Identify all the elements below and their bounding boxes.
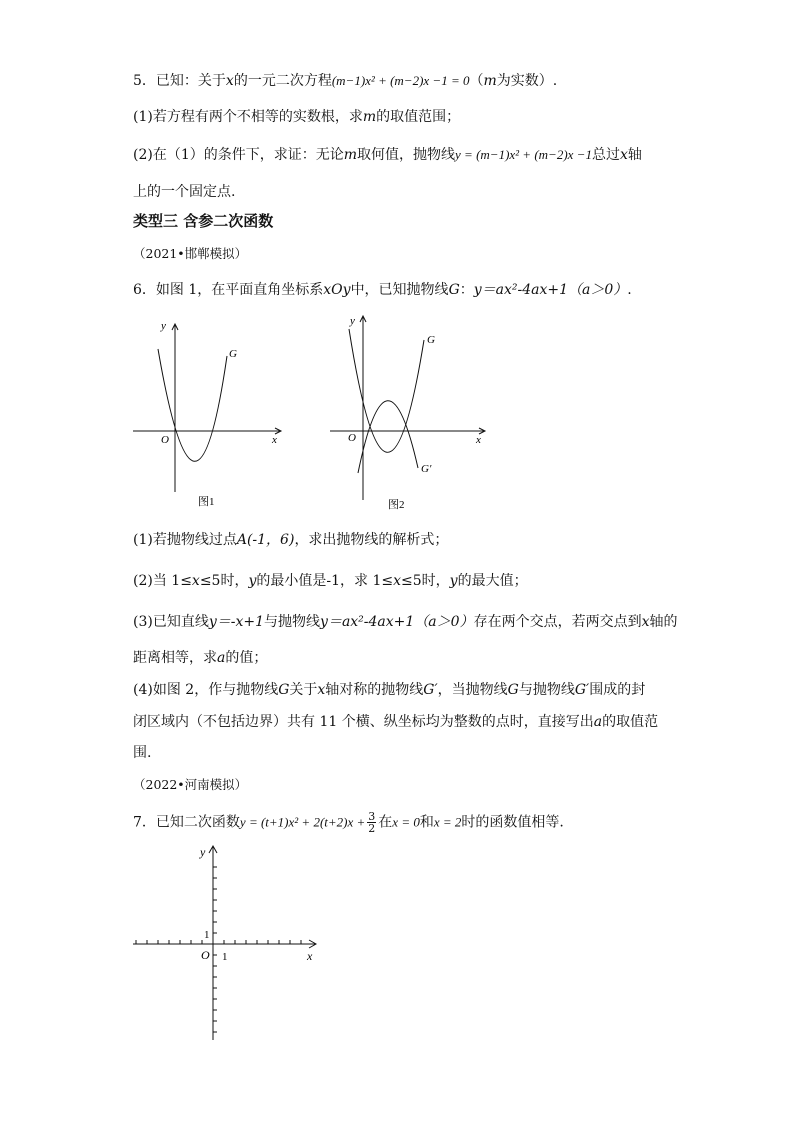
fig1-x-label: x <box>272 434 277 446</box>
fig2-caption: 图2 <box>388 499 405 511</box>
q6-part4-line2: 闭区域内（不包括边界）共有 11 个横、纵坐标均为整数的点时，直接写出a的取值范 <box>133 714 659 730</box>
fig2-origin-label: O <box>348 432 356 444</box>
fig1-g-label: G <box>229 348 237 360</box>
q7-stem: 7．已知二次函数y = (t+1)x² + 2(t+2)x + $\frac{3}{2}$ 在x = 0和x = 2时的函数值相等. <box>133 810 564 835</box>
q7-y-arrow <box>209 846 217 853</box>
q6-source: （2021•邯郸模拟） <box>133 246 248 261</box>
q6-part4: (4)如图 2，作与抛物线G关于x轴对称的抛物线G′，当抛物线G与抛物线G′围成的封 <box>133 682 646 698</box>
q7-fraction: $\frac{3}{2}$ <box>368 810 376 835</box>
fig2-y-label: y <box>350 315 355 327</box>
fig2-x-label: x <box>476 434 481 446</box>
q7-x-unit-label: 1 <box>222 951 228 963</box>
fig2-parabola-g <box>349 329 424 452</box>
fig2-x-arrow <box>479 428 485 434</box>
q5-part1: (1)若方程有两个不相等的实数根，求m的取值范围； <box>133 109 461 125</box>
q5-part2: (2)在（1）的条件下，求证：无论m取何值，抛物线y = (m−1)x² + (m−2)x −1总过x轴 <box>133 147 642 163</box>
fig1-caption: 图1 <box>198 496 215 508</box>
q5-part2-line2: 上的一个固定点. <box>133 184 236 200</box>
q7-y-label: y <box>200 845 206 859</box>
q6-part3: (3)已知直线y＝-x+1与抛物线y＝ax²-4ax+1（a＞0）存在两个交点，若两交点到x轴的 <box>133 614 678 630</box>
fig2-y-arrow <box>360 316 366 322</box>
q7-origin-label: O <box>201 948 210 962</box>
q7-equation: y = (t+1)x² + 2(t+2)x + <box>239 814 366 830</box>
q6-stem: 6．如图 1，在平面直角坐标系xOy中，已知抛物线G：y＝ax²-4ax+1（a＞0）. <box>133 282 632 298</box>
fig1-y-arrow <box>172 324 178 330</box>
q6-part4-line3: 围. <box>133 745 152 761</box>
q7-y-unit-label: 1 <box>204 929 210 941</box>
fig2-parabola-g-prime <box>358 401 418 473</box>
q7-x-label: x <box>307 949 313 963</box>
q6-part1: (1)若抛物线过点A(-1，6)，求出抛物线的解析式； <box>133 532 449 548</box>
fig1-y-label: y <box>161 320 166 332</box>
fig1-origin-label: O <box>161 434 169 446</box>
q6-equation: y＝ax²-4ax+1（a＞0） <box>473 282 628 298</box>
q6-part3-line2: 距离相等，求a的值； <box>133 650 268 666</box>
fig1-parabola-g <box>158 349 227 461</box>
fig2-g-prime-label: G′ <box>421 463 432 475</box>
q5-parabola-equation: y = (m−1)x² + (m−2)x −1 <box>455 147 592 162</box>
q7-x-arrow <box>309 940 316 948</box>
q7-source: （2022•河南模拟） <box>133 777 248 792</box>
section-title: 类型三 含参二次函数 <box>133 212 274 230</box>
q6-part2: (2)当 1≤x≤5时，y的最小值是-1，求 1≤x≤5时，y的最大值； <box>133 573 528 589</box>
q5-equation: (m−1)x² + (m−2)x −1 = 0 <box>331 73 470 88</box>
q5-stem: 5．已知：关于x的一元二次方程(m−1)x² + (m−2)x −1 = 0（m为实数）. <box>133 73 558 89</box>
fig1-x-arrow <box>275 428 281 434</box>
fig2-g-label: G <box>427 334 435 346</box>
